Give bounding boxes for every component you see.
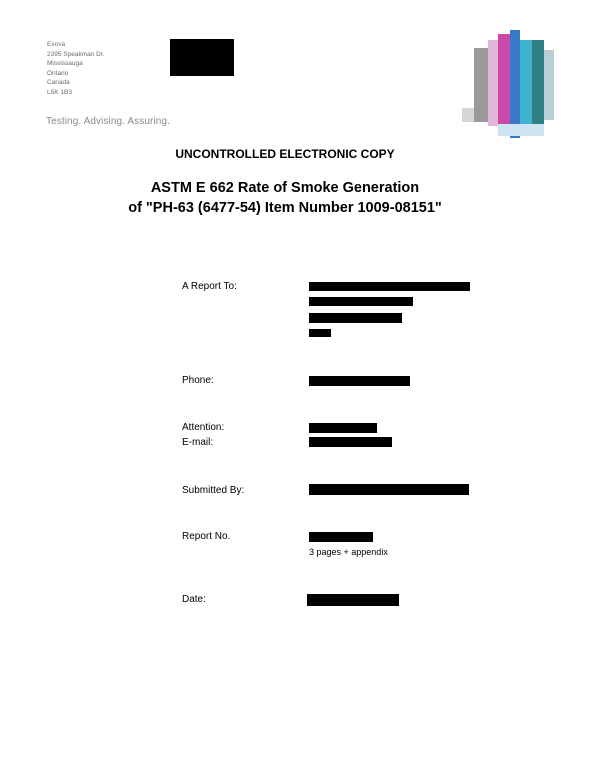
phone-label: Phone: — [182, 375, 214, 386]
date-label: Date: — [182, 594, 206, 605]
report-subtitle: of "PH-63 (6477-54) Item Number 1009-08151" — [128, 200, 442, 216]
copy-notice: UNCONTROLLED ELECTRONIC COPY — [175, 147, 395, 161]
redacted-submitted-by — [309, 484, 469, 495]
redacted-report-number — [309, 532, 373, 542]
attention-label: Attention: — [182, 422, 225, 433]
redacted-report-to — [309, 313, 402, 323]
address-line: L5K 1B3 — [47, 88, 72, 96]
report-title: ASTM E 662 Rate of Smoke Generation — [150, 180, 420, 196]
email-label: E-mail: — [182, 437, 214, 448]
redacted-phone — [309, 376, 410, 386]
address-line: Canada — [47, 79, 70, 87]
redacted-attention — [309, 423, 377, 433]
report-to-label: A Report To: — [182, 281, 237, 292]
redacted-report-to — [309, 297, 413, 306]
redacted-report-to — [309, 282, 470, 291]
report-number-label: Report No. — [182, 531, 231, 542]
submitted-by-label: Submitted By: — [182, 485, 245, 496]
company-address — [47, 40, 104, 98]
address-line: Exova — [47, 41, 66, 48]
redacted-header-block — [170, 39, 234, 76]
redacted-report-to — [309, 329, 331, 337]
address-line: Mississauga — [47, 60, 83, 68]
address-line: Ontario — [47, 69, 69, 77]
redacted-date — [307, 594, 399, 606]
address-line: 2395 Speakman Dr. — [47, 50, 105, 58]
report-pages: 3 pages + appendix — [309, 547, 388, 557]
redacted-email — [309, 437, 392, 447]
company-logo-icon — [462, 30, 572, 140]
company-tagline: Testing. Advising. Assuring. — [46, 116, 170, 127]
